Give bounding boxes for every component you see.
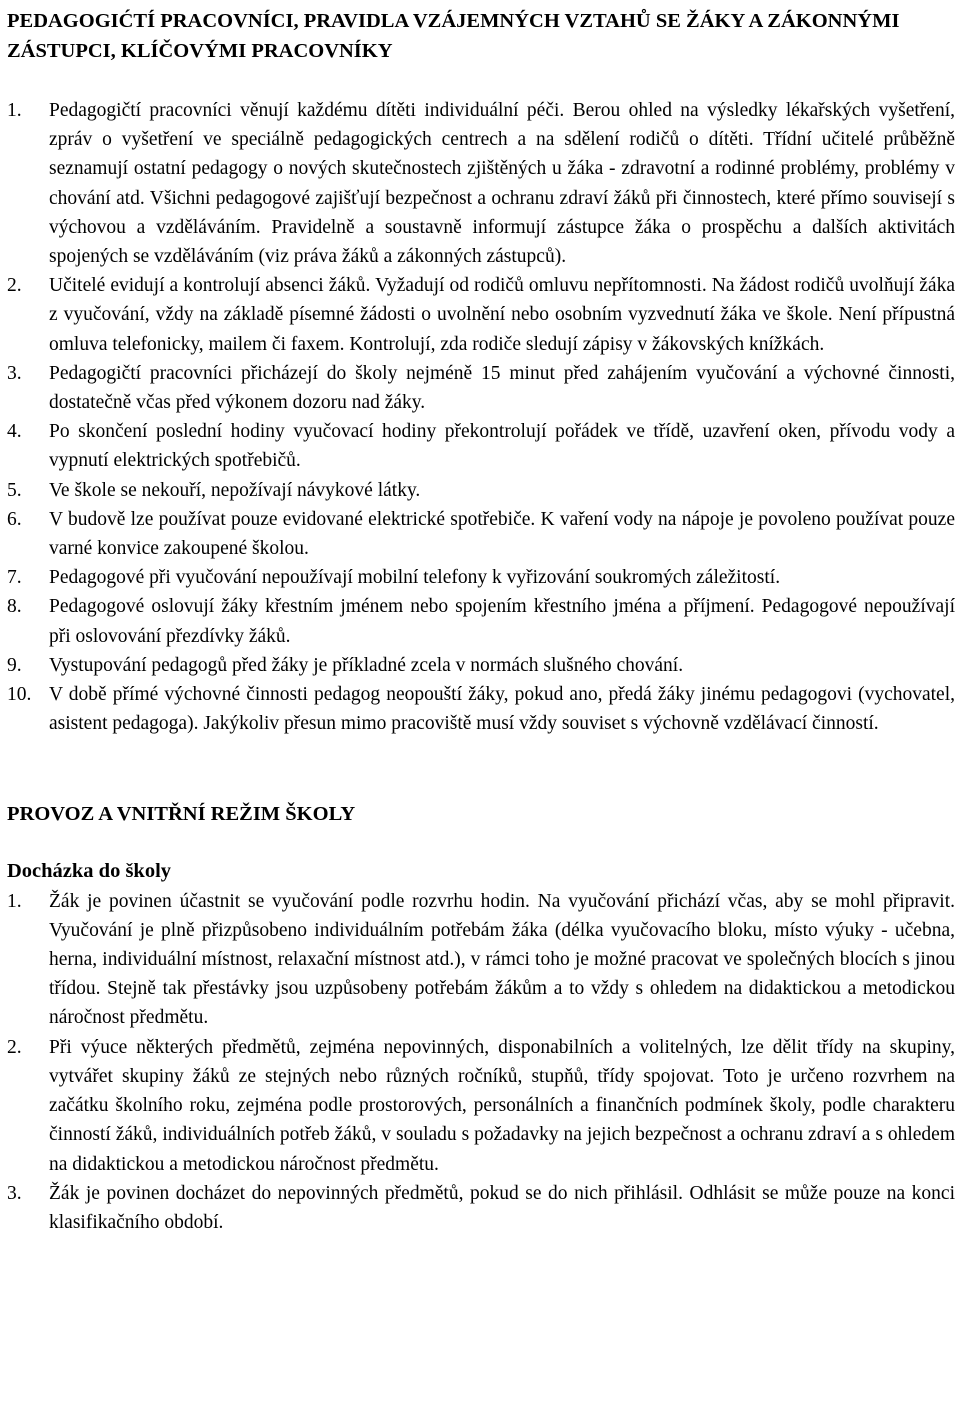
list-item — [7, 359, 955, 417]
list-item-number: 3. — [7, 1182, 22, 1204]
list-item-text: V budově lze používat pouze evidované elektrické spotřebiče. K vaření vody na nápoje je povoleno používat pouze varné konvice zakoupené školou. — [49, 508, 955, 560]
list-item — [7, 1179, 955, 1237]
list-item — [7, 417, 955, 475]
list-item — [7, 887, 955, 1033]
list-item-text: Vystupování pedagogů před žáky je příkladné zcela v normách slušného chování. — [49, 654, 684, 676]
list-item-number: 2. — [7, 1036, 22, 1058]
list-item — [7, 1033, 955, 1179]
list-item-text: Žák je povinen účastnit se vyučování podle rozvrhu hodin. Na vyučování přichází včas, aby se mohl připravit. Vyučování je plně přizpůsobeno individuálním potřebám žáka (délka vyučovacího bloku, místo výuky - učebna, herna, individuální místnost, relaxační místnost atd.), v rámci toho je možné pracovat ve společných blocích s jinou třídou. Stejně tak přestávky jsou uzpůsobeny potřebám žákům a to vždy s ohledem na didaktickou a metodickou náročnost předmětu. — [49, 890, 955, 1029]
list-item-text: V době přímé výchovné činnosti pedagog neopouští žáky, pokud ano, předá žáky jinému pedagogovi (vychovatel, asistent pedagoga). Jakýkoliv přesun mimo pracoviště musí vždy souviset s výchovně vzdělávací činností. — [49, 684, 955, 735]
list-item-number: 9. — [7, 654, 22, 676]
list-item-number: 1. — [7, 890, 22, 912]
subheading-attendance: Docházka do školy — [7, 860, 172, 883]
list-item-number: 1. — [7, 100, 22, 121]
list-item-number: 7. — [7, 567, 22, 589]
list-item — [7, 476, 955, 505]
list-item-text: Ve škole se nekouří, nepožívají návykové látky. — [49, 479, 421, 501]
list-item-text: Žák je povinen docházet do nepovinných předmětů, pokud se do nich přihlásil. Odhlásit se může pouze na konci klasifikačního období. — [49, 1182, 955, 1233]
staff-rules-list — [7, 96, 955, 738]
document-page — [7, 0, 955, 1237]
list-item-number: 2. — [7, 275, 22, 297]
list-item-text: Po skončení poslední hodiny vyučovací hodiny překontrolují pořádek ve třídě, uzavření oken, přívodu vody a vypnutí elektrických spotřebičů. — [49, 421, 955, 472]
list-item-text: Pedagogičtí pracovníci věnují každému dítěti individuální péči. Berou ohled na výsledky lékařských vyšetření, zpráv o vyšetření ve speciálně pedagogických centrech a na sdělení rodičů o dítěti. Třídní učitelé průběžně seznamují ostatní pedagogy o nových skutečnostech zjištěných u žáka - zdravotní a rodinné problémy, problémy v chování atd. Všichni pedagogové zajišťují bezpečnost a ochranu zdraví žáků při činnostech, které přímo souvisejí s výchovou a vzděláváním. Pravidelně a soustavně informují zástupce žáka o prospěchu a dalších aktivitách spojených se vzděláváním (viz práva žáků a zákonných zástupců). — [49, 100, 955, 268]
section-title-staff: PEDAGOGIĆTÍ PRACOVNÍCI, PRAVIDLA VZÁJEMNÝCH VZTAHŮ SE ŽÁKY A ZÁKONNÝMI ZÁSTUPCI, KLÍČOVÝMI PRACOVNÍKY — [7, 10, 900, 62]
list-item — [7, 651, 955, 680]
attendance-rules-list — [7, 887, 955, 1237]
list-item-text: Pedagogičtí pracovníci přicházejí do školy nejméně 15 minut před zahájením vyučování a výchovné činnosti, dostatečně včas před výkonem dozoru nad žáky. — [49, 362, 955, 414]
list-item — [7, 505, 955, 563]
list-item — [7, 592, 955, 650]
list-item-text: Pedagogové při vyučování nepoužívají mobilní telefony k vyřizování soukromých záležitostí. — [49, 567, 781, 589]
list-item-text: Pedagogové oslovují žáky křestním jménem nebo spojením křestního jména a příjmení. Pedagogové nepoužívají při oslovování přezdívky žáků. — [49, 596, 955, 647]
list-item — [7, 271, 955, 359]
list-item-number: 10. — [7, 684, 32, 706]
list-item-number: 5. — [7, 479, 22, 501]
list-item-text: Učitelé evidují a kontrolují absenci žáků. Vyžadují od rodičů omluvu nepřítomnosti. Na žádost rodičů uvolňují žáka z vyučování, vždy na základě písemné žádosti o uvolnění nebo osobním vyzvednutí žáka ve škole. Není přípustná omluva telefonicky, mailem či faxem. Kontrolují, zda rodiče sledují zápisy v žákovských knížkách. — [49, 275, 955, 355]
list-item-number: 3. — [7, 362, 22, 384]
list-item-number: 6. — [7, 508, 22, 530]
section-title-operation: PROVOZ A VNITŘNÍ REŽIM ŠKOLY — [7, 803, 356, 826]
list-item — [7, 96, 955, 271]
list-item-text: Při výuce některých předmětů, zejména nepovinných, disponabilních a volitelných, lze dělit třídy na skupiny, vytvářet skupiny žáků ze stejných nebo různých ročníků, stupňů, třídy spojovat. Toto je určeno rozvrhem na začátku školního roku, zejména podle prostorových, personálních a finančních podmínek školy, podle charakteru činností žáků, individuálních potřeb žáků, v souladu s požadavky na jejich bezpečnost a ochranu zdraví a s ohledem na didaktickou a metodickou náročnost předmětu. — [49, 1036, 955, 1175]
list-item — [7, 563, 955, 592]
list-item — [7, 680, 955, 738]
list-item-number: 4. — [7, 421, 22, 443]
list-item-number: 8. — [7, 596, 22, 618]
